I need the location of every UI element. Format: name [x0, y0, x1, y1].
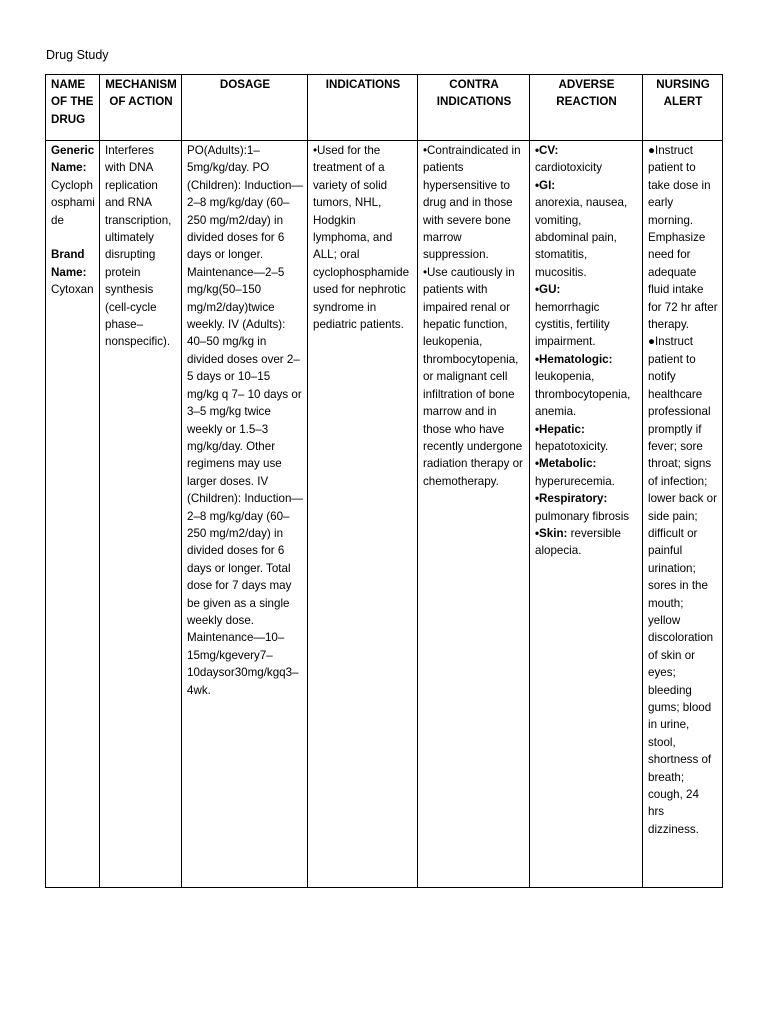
adverse-text: pulmonary fibrosis [535, 509, 630, 523]
adverse-text: hemorrhagic cystitis, fertility impairment. [535, 300, 610, 349]
adverse-text: hyperurecemia. [535, 474, 615, 488]
header-indications: INDICATIONS [308, 75, 418, 141]
adverse-item [535, 142, 638, 177]
contra-item: •Contraindicated in patients hypersensitive to drug and in those with severe bone marrow suppression. [423, 144, 521, 262]
spacer [51, 229, 95, 246]
header-dosage: DOSAGE [182, 75, 308, 141]
adverse-label: •GU: [535, 283, 561, 297]
header-mechanism: MECHANISM OF ACTION [100, 75, 182, 141]
header-contra-indications: CONTRA INDICATIONS [418, 75, 530, 141]
adverse-label: •Hepatic: [535, 422, 585, 436]
cell-adverse-reaction [530, 141, 643, 888]
header-nursing-alert: NURSING ALERT [643, 75, 723, 141]
adverse-label: •Respiratory: [535, 492, 608, 506]
cell-indications: •Used for the treatment of a variety of solid tumors, NHL, Hodgkin lymphoma, and ALL; oral cyclophosphamide used for nephrotic syndrome in pediatric patients. [308, 141, 418, 888]
table-row [46, 141, 723, 888]
cell-nursing-alert [643, 141, 723, 888]
generic-name-label: Generic Name: [51, 144, 95, 175]
adverse-item [535, 490, 638, 525]
adverse-text: anorexia, nausea, vomiting, abdominal pain, stomatitis, mucositis. [535, 196, 628, 279]
adverse-item [535, 455, 638, 490]
document-title: Drug Study [46, 48, 109, 62]
brand-name-value: Cytoxan [51, 283, 94, 297]
adverse-label: •GI: [535, 178, 556, 192]
brand-name-label: Brand Name: [51, 248, 87, 279]
adverse-label: •CV: [535, 144, 559, 157]
generic-name-value: Cyclophosphamide [51, 178, 95, 227]
adverse-item [535, 525, 638, 560]
header-name: NAME OF THE DRUG [46, 75, 100, 141]
nursing-item: ●Instruct patient to take dose in early morning. Emphasize need for adequate fluid intake for 72 hr after therapy. [648, 144, 718, 332]
cell-contra-indications [418, 141, 530, 888]
header-adverse-reaction: ADVERSE REACTION [530, 75, 643, 141]
adverse-item [535, 281, 638, 351]
adverse-text: cardiotoxicity [535, 161, 603, 175]
nursing-item: ●Instruct patient to notify healthcare professional promptly if fever; sore throat; signs of infection; lower back or side pain; difficult or painful urination; sores in the mouth; yellow discoloration of skin or eyes; bleeding gums; blood in urine, stool, shortness of breath; cough, 24 hrs dizziness. [648, 335, 717, 836]
drug-study-table [45, 74, 723, 888]
adverse-label: •Hematologic: [535, 352, 613, 366]
adverse-label: •Metabolic: [535, 457, 597, 471]
cell-mechanism: Interferes with DNA replication and RNA transcription, ultimately disrupting protein synthesis (cell-cycle phase–nonspecific). [100, 141, 182, 888]
cell-drug-name [46, 141, 100, 888]
adverse-text: leukopenia, thrombocytopenia, anemia. [535, 370, 631, 419]
cell-dosage: PO(Adults):1–5mg/kg/day. PO (Children): Induction—2–8 mg/kg/day (60–250 mg/m2/day) in divided doses for 6 days or longer. Maintenance—2–5 mg/kg(50–150 mg/m2/day)twice weekly. IV (Adults): 40–50 mg/kg in divided doses over 2–5 days or 10–15 mg/kg q 7– 10 days or 3–5 mg/kg twice weekly or 1.5–3 mg/kg/day. Other regimens may use larger doses. IV (Children): Induction—2–8 mg/kg/day (60–250 mg/m2/day) in divided doses for 6 days or longer. Total dose for 7 days may be given as a single weekly dose. Maintenance—10–15mg/kgevery7–10daysor30mg/kgq3–4wk. [182, 141, 308, 888]
adverse-item [535, 421, 638, 456]
adverse-text: reversible alopecia. [535, 526, 621, 558]
adverse-item [535, 351, 638, 421]
contra-item: •Use cautiously in patients with impaired renal or hepatic function, leukopenia, thrombocytopenia, or malignant cell infiltration of bone marrow and in those who have recently undergone radiation therapy or chemotherapy. [423, 265, 523, 488]
adverse-item [535, 177, 638, 281]
header-row [46, 75, 723, 141]
adverse-text: hepatotoxicity. [535, 439, 609, 453]
adverse-label: •Skin: [535, 526, 568, 540]
